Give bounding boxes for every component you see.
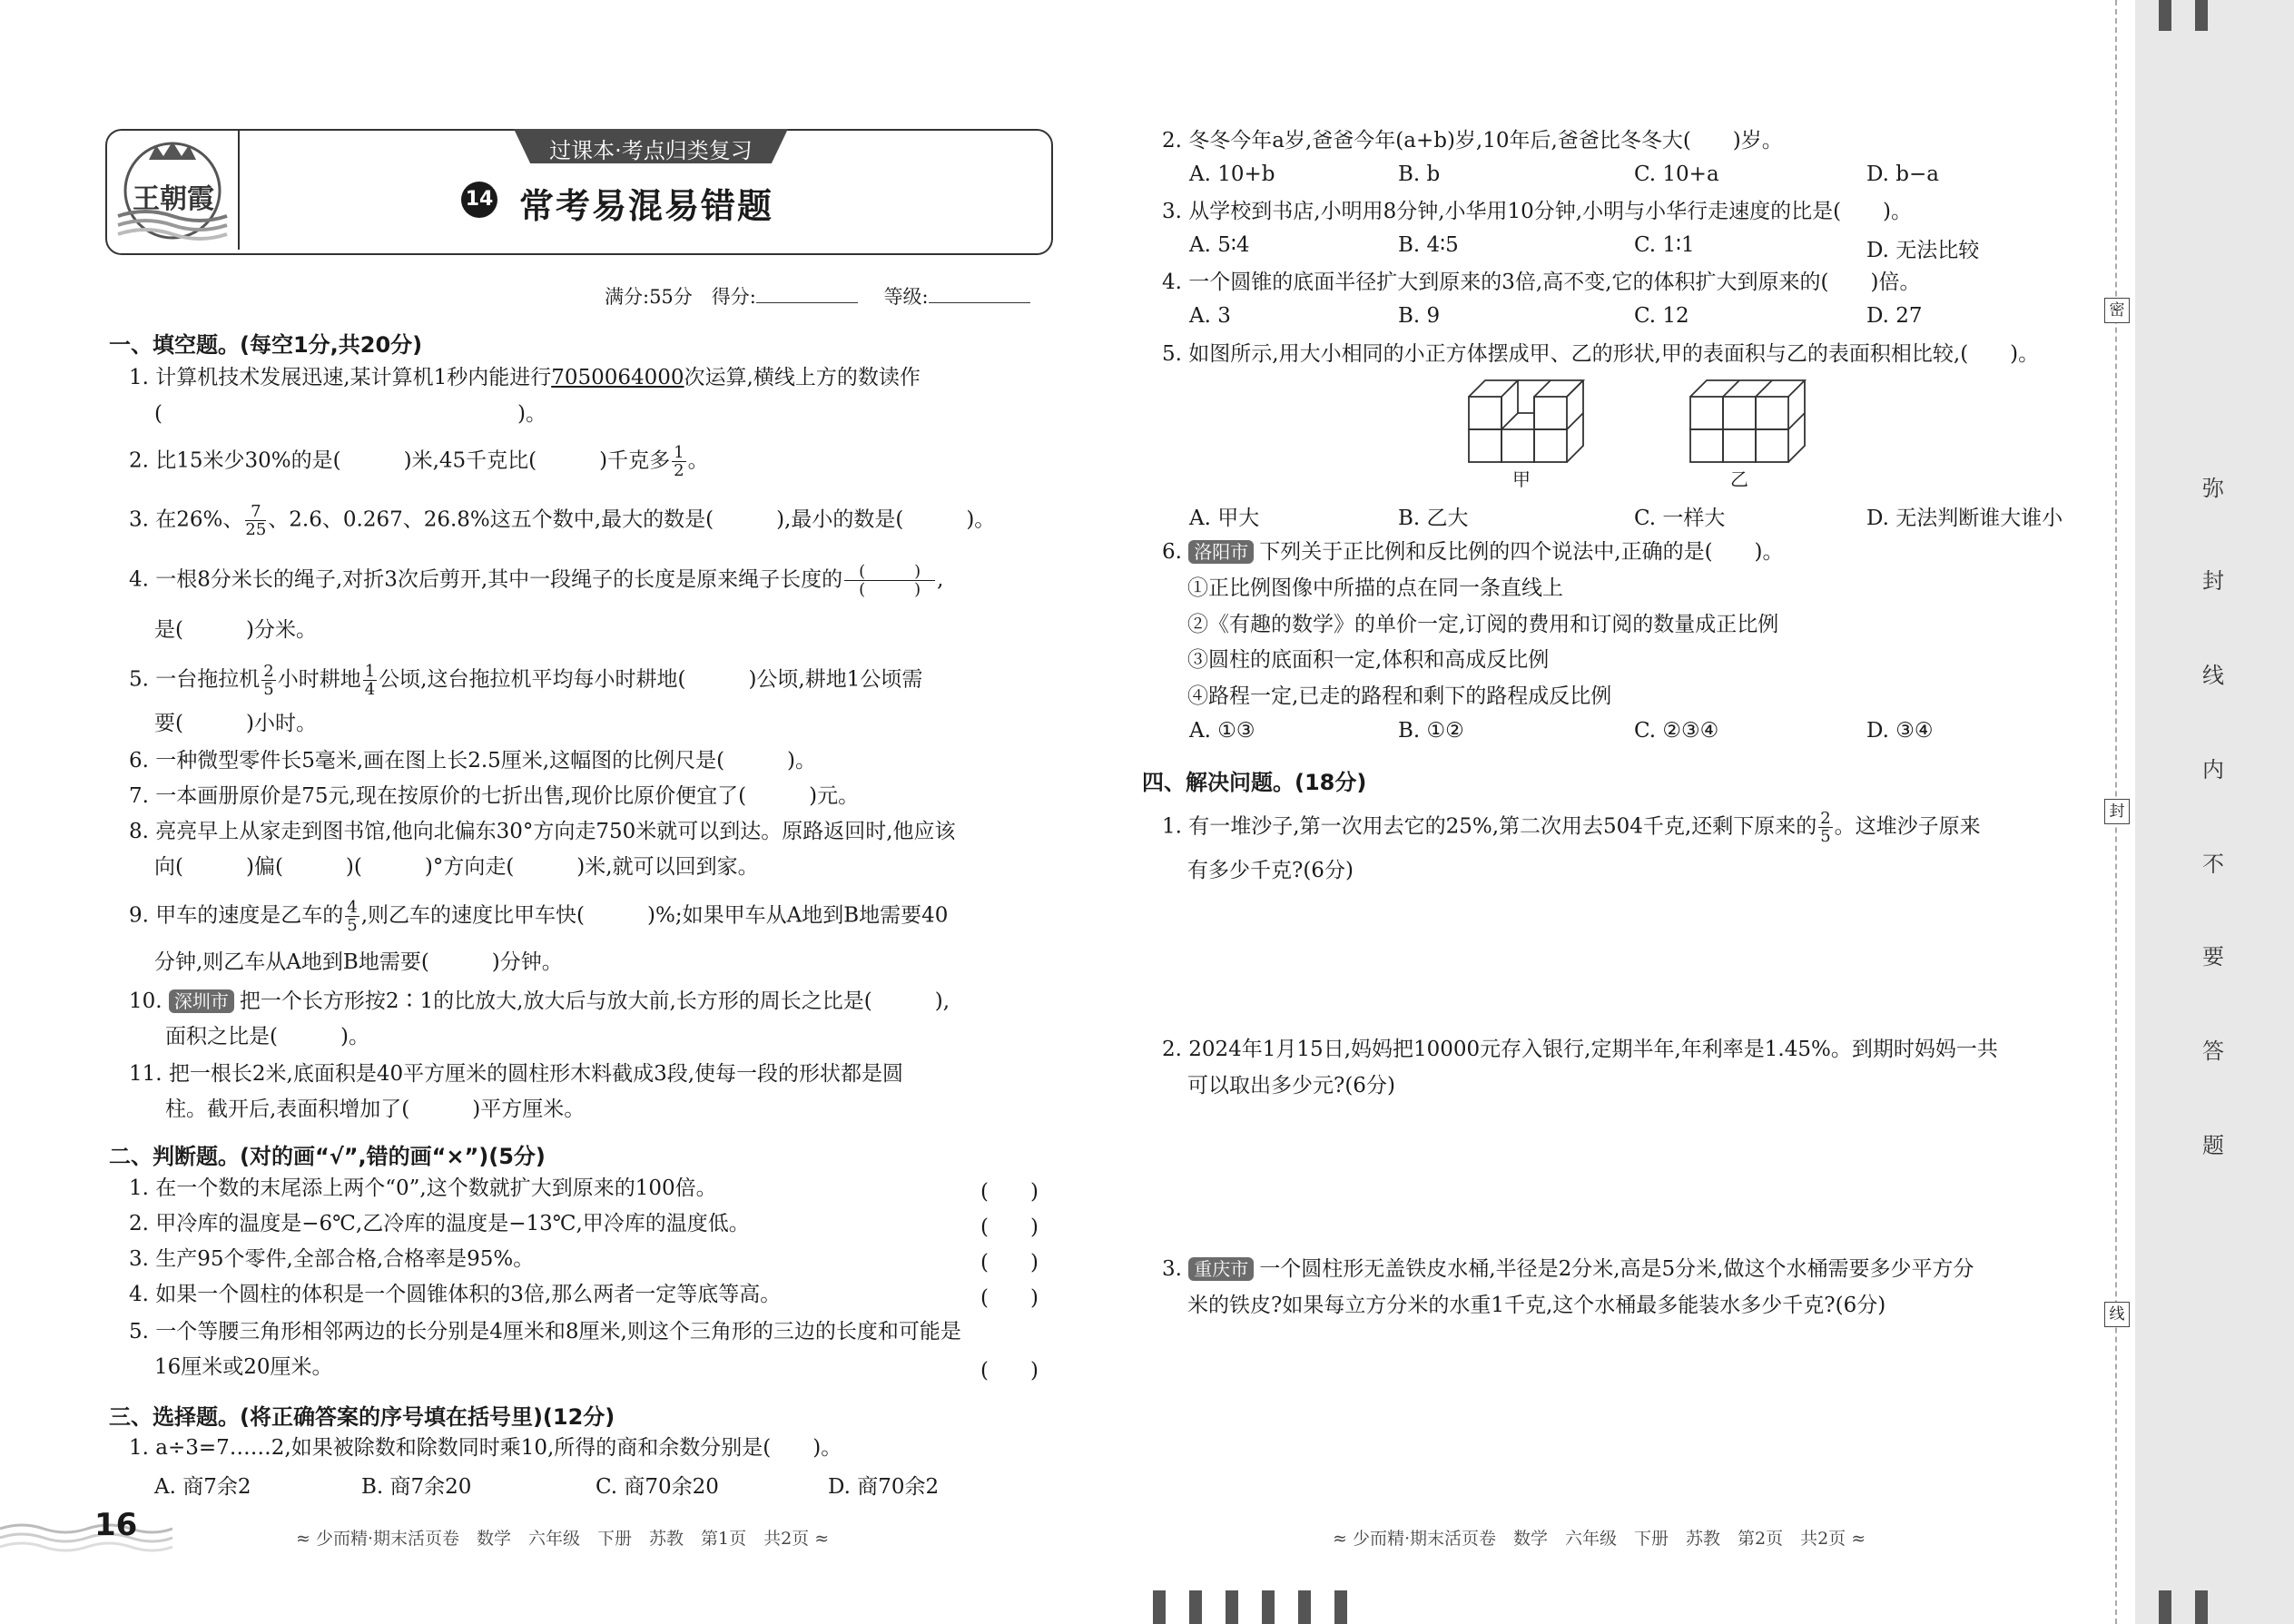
fraction-one-half: $\frac{1}{2}$ — [674, 443, 684, 480]
choice-q5-opt-d[interactable]: D. 无法判断谁大谁小 — [1866, 507, 2063, 530]
binding-strip — [2135, 0, 2294, 1624]
fill-q1-line1: 1. 计算机技术发展迅速,某计算机1秒内能进行7050064000次运算,横线上方的数读作 — [129, 366, 921, 389]
wave-decoration — [0, 1518, 172, 1554]
fill-q1-number: 7050064000 — [551, 366, 684, 389]
page-title: 常考易混易错题 — [519, 186, 774, 226]
choice-q2-stem: 2. 冬冬今年a岁,爸爸今年(a+b)岁,10年后,爸爸比冬冬大( )岁。 — [1162, 129, 1783, 153]
solve-p1-line2: 有多少千克?(6分) — [1187, 859, 1354, 882]
choice-q1-stem: 1. a÷3=7……2,如果被除数和除数同时乘10,所得的商和余数分别是( )。 — [129, 1436, 842, 1460]
solve-p1-line1: 1. 有一堆沙子,第一次用去它的25%,第二次用去504千克,还剩下原来的 $\frac{2}{5}$ 。这堆沙子原来 — [1162, 809, 1981, 846]
choice-q1-opt-c[interactable]: C. 商70余20 — [596, 1475, 719, 1499]
seal-box-2: 封 — [2104, 799, 2130, 824]
choice-q6-item-3: ③圆柱的底面积一定,体积和高成反比例 — [1187, 648, 1550, 672]
judge-q2: 2. 甲冷库的温度是−6℃,乙冷库的温度是−13℃,甲冷库的温度低。 — [129, 1212, 750, 1235]
footer-right: ≈ 少而精·期末活页卷 数学 六年级 下册 苏教 第2页 共2页 ≈ — [1333, 1529, 1866, 1549]
binding-char-5: 不 — [2202, 851, 2224, 877]
cube-figure-yi — [1689, 377, 1807, 468]
solve-p2-line1: 2. 2024年1月15日,妈妈把10000元存入银行,定期半年,年利率是1.45%。到期时妈妈一共 — [1162, 1038, 1998, 1061]
choice-q1-opt-b[interactable]: B. 商7余20 — [361, 1475, 472, 1499]
binding-char-8: 题 — [2202, 1133, 2224, 1158]
fraction-7-25: $\frac{7}{25}$ — [245, 502, 267, 539]
choice-q2-opt-a[interactable]: A. 10+b — [1189, 162, 1275, 186]
fill-q2: 2. 比15米少30%的是( )米,45千克比( )千克多 $\frac{1}{2}$ 。 — [129, 443, 709, 480]
section-judge-title: 二、判断题。(对的画“√”,错的画“×”)(5分) — [109, 1144, 546, 1169]
figure-label-yi: 乙 — [1730, 468, 1748, 490]
solve-p3-line1: 3. 重庆市 一个圆柱形无盖铁皮水桶,半径是2分米,高是5分米,做这个水桶需要多少平方分 — [1162, 1257, 1974, 1281]
choice-q3-opt-d[interactable]: D. 无法比较 — [1866, 239, 1980, 262]
grade-label: 等级: — [883, 286, 929, 308]
fill-q9: 9. 甲车的速度是乙车的 $\frac{4}{5}$ ,则乙车的速度比甲车快( )%;如果甲车从A地到B地需要40 — [129, 898, 949, 935]
solve-p2-line2: 可以取出多少元?(6分) — [1187, 1074, 1395, 1097]
cube-figure-jia — [1467, 377, 1585, 468]
fill-q9-line2: 分钟,则乙车从A地到B地需要( )分钟。 — [154, 950, 563, 974]
fraction-4-5: $\frac{4}{5}$ — [347, 898, 358, 935]
judge-q5-line1: 5. 一个等腰三角形相邻两边的长分别是4厘米和8厘米,则这个三角形的三边的长度和可能是 — [129, 1320, 961, 1343]
choice-q5-opt-b[interactable]: B. 乙大 — [1398, 507, 1469, 530]
binding-char-4: 内 — [2202, 757, 2224, 782]
fill-q8-line1: 8. 亮亮早上从家走到图书馆,他向北偏东30°方向走750米就可以到达。原路返回时,他应该 — [129, 820, 956, 843]
footer-left: ≈ 少而精·期末活页卷 数学 六年级 下册 苏教 第1页 共2页 ≈ — [296, 1529, 830, 1549]
fill-q4-line2: 是( )分米。 — [154, 618, 317, 642]
region-tag-chongqing: 重庆市 — [1188, 1257, 1254, 1281]
choice-q4-opt-b[interactable]: B. 9 — [1398, 304, 1441, 328]
fill-q5-line2: 要( )小时。 — [154, 712, 317, 735]
judge-answer-5[interactable]: ( ) — [980, 1359, 1039, 1383]
logo-text: 王朝霞 — [133, 183, 214, 215]
fraction-blank[interactable]: $\frac{( )}{( )}$ — [844, 563, 935, 598]
choice-q6-opt-c[interactable]: C. ②③④ — [1634, 719, 1719, 743]
choice-q4-opt-d[interactable]: D. 27 — [1866, 304, 1923, 328]
binding-char-1: 弥 — [2202, 476, 2224, 501]
judge-q5-line2: 16厘米或20厘米。 — [154, 1355, 333, 1379]
publisher-logo — [109, 133, 236, 249]
lesson-badge — [461, 182, 497, 218]
fraction-sand-2-5: $\frac{2}{5}$ — [1820, 809, 1831, 846]
judge-q4: 4. 如果一个圆柱的体积是一个圆锥体积的3倍,那么两者一定等底等高。 — [129, 1283, 782, 1306]
section-choice-title: 三、选择题。(将正确答案的序号填在括号里)(12分) — [109, 1404, 615, 1430]
solve-p1-answer-area[interactable] — [1162, 894, 2088, 1030]
fill-q11-line1: 11. 把一根长2米,底面积是40平方厘米的圆柱形木料截成3段,使每一段的形状都是圆 — [129, 1062, 904, 1086]
choice-q4-stem: 4. 一个圆锥的底面半径扩大到原来的3倍,高不变,它的体积扩大到原来的( )倍。 — [1162, 271, 1921, 294]
binding-char-7: 答 — [2202, 1038, 2224, 1064]
choice-q3-opt-a[interactable]: A. 5∶4 — [1189, 233, 1250, 257]
binding-char-3: 线 — [2202, 663, 2224, 688]
header-logo-divider — [238, 131, 240, 250]
page-number: 16 — [94, 1507, 138, 1543]
choice-q3-stem: 3. 从学校到书店,小明用8分钟,小华用10分钟,小明与小华行走速度的比是( )。 — [1162, 200, 1913, 223]
fill-q11-line2: 柱。截开后,表面积增加了( )平方厘米。 — [165, 1097, 586, 1121]
score-label: 满分:55分 得分: — [605, 286, 756, 308]
section-fill-title: 一、填空题。(每空1分,共20分) — [109, 332, 423, 358]
choice-q6-opt-a[interactable]: A. ①③ — [1189, 719, 1255, 743]
choice-q6-item-2: ②《有趣的数学》的单价一定,订阅的费用和订阅的数量成正比例 — [1187, 613, 1779, 636]
region-tag-shenzhen: 深圳市 — [169, 989, 234, 1013]
choice-q6-opt-d[interactable]: D. ③④ — [1866, 719, 1934, 743]
fill-q7: 7. 一本画册原价是75元,现在按原价的七折出售,现价比原价便宜了( )元。 — [129, 784, 860, 808]
choice-q4-opt-c[interactable]: C. 12 — [1634, 304, 1689, 328]
section-solve-title: 四、解决问题。(18分) — [1142, 770, 1367, 795]
judge-answer-3[interactable]: ( ) — [980, 1251, 1039, 1275]
fill-q10: 10. 深圳市 把一个长方形按2∶1的比放大,放大后与放大前,长方形的周长之比是( ), — [129, 989, 950, 1013]
fraction-1-4: $\frac{1}{4}$ — [364, 662, 376, 699]
solve-p3-answer-area[interactable] — [1162, 1330, 2088, 1493]
choice-q6-opt-b[interactable]: B. ①② — [1398, 719, 1464, 743]
fill-q3: 3. 在26%、 $\frac{7}{25}$ 、2.6、0.267、26.8%这五个数中,最大的数是( ),最小的数是( )。 — [129, 502, 996, 539]
score-blank[interactable] — [756, 284, 858, 303]
binding-char-2: 封 — [2202, 568, 2224, 594]
choice-q2-opt-b[interactable]: B. b — [1398, 162, 1441, 186]
binding-marks-bottom — [2159, 1590, 2250, 1624]
judge-q3: 3. 生产95个零件,全部合格,合格率是95%。 — [129, 1247, 535, 1271]
fill-q6: 6. 一种微型零件长5毫米,画在图上长2.5厘米,这幅图的比例尺是( )。 — [129, 749, 817, 773]
binding-char-6: 要 — [2202, 944, 2224, 969]
solve-p2-answer-area[interactable] — [1162, 1109, 2088, 1255]
choice-q1-opt-d[interactable]: D. 商70余2 — [828, 1475, 940, 1499]
choice-q5-opt-a[interactable]: A. 甲大 — [1189, 507, 1260, 530]
seal-box-1: 密 — [2104, 298, 2130, 323]
grade-blank[interactable] — [929, 284, 1030, 303]
choice-q3-opt-c[interactable]: C. 1∶1 — [1634, 233, 1695, 257]
fraction-2-5: $\frac{2}{5}$ — [263, 662, 274, 699]
judge-answer-1[interactable]: ( ) — [980, 1180, 1039, 1204]
judge-answer-2[interactable]: ( ) — [980, 1216, 1039, 1239]
judge-q1: 1. 在一个数的末尾添上两个“0”,这个数就扩大到原来的100倍。 — [129, 1176, 717, 1200]
fill-q10-line2: 面积之比是( )。 — [165, 1025, 369, 1048]
score-line — [605, 283, 1030, 310]
header-ribbon-text: 过课本·考点归类复习 — [549, 138, 753, 163]
seal-box-3: 线 — [2104, 1302, 2130, 1327]
solve-p3-line2: 米的铁皮?如果每立方分米的水重1千克,这个水桶最多能装水多少千克?(6分) — [1187, 1294, 1886, 1317]
choice-q2-opt-c[interactable]: C. 10+a — [1634, 162, 1719, 186]
judge-answer-4[interactable]: ( ) — [980, 1286, 1039, 1310]
choice-q2-opt-d[interactable]: D. b−a — [1866, 162, 1939, 186]
fill-q5: 5. 一台拖拉机 $\frac{2}{5}$ 小时耕地 $\frac{1}{4}$ 公顷,这台拖拉机平均每小时耕地( )公顷,耕地1公顷需 — [129, 662, 923, 699]
region-tag-luoyang: 洛阳市 — [1188, 540, 1254, 564]
fill-q1-line2: ( )。 — [154, 402, 546, 426]
figure-label-jia: 甲 — [1512, 468, 1531, 490]
fill-q8-line2: 向( )偏( )( )°方向走( )米,就可以回到家。 — [154, 855, 759, 879]
choice-q6-item-1: ①正比例图像中所描的点在同一条直线上 — [1187, 576, 1563, 600]
fill-q4: 4. 一根8分米长的绳子,对折3次后剪开,其中一段绳子的长度是原来绳子长度的 $\frac{( )}{( )}$ , — [129, 562, 944, 599]
binding-marks-top — [2159, 0, 2250, 31]
lesson-number: 14 — [465, 188, 494, 211]
choice-q6-stem: 6. 洛阳市 下列关于正比例和反比例的四个说法中,正确的是( )。 — [1162, 540, 1784, 564]
bottom-register-marks — [1153, 1590, 1371, 1624]
choice-q4-opt-a[interactable]: A. 3 — [1189, 304, 1231, 328]
choice-q5-opt-c[interactable]: C. 一样大 — [1634, 507, 1726, 530]
choice-q6-item-4: ④路程一定,已走的路程和剩下的路程成反比例 — [1187, 684, 1612, 708]
choice-q1-opt-a[interactable]: A. 商7余2 — [154, 1475, 251, 1499]
choice-q3-opt-b[interactable]: B. 4∶5 — [1398, 233, 1459, 257]
choice-q5-stem: 5. 如图所示,用大小相同的小正方体摆成甲、乙的形状,甲的表面积与乙的表面积相比较,( )。 — [1162, 342, 2040, 366]
